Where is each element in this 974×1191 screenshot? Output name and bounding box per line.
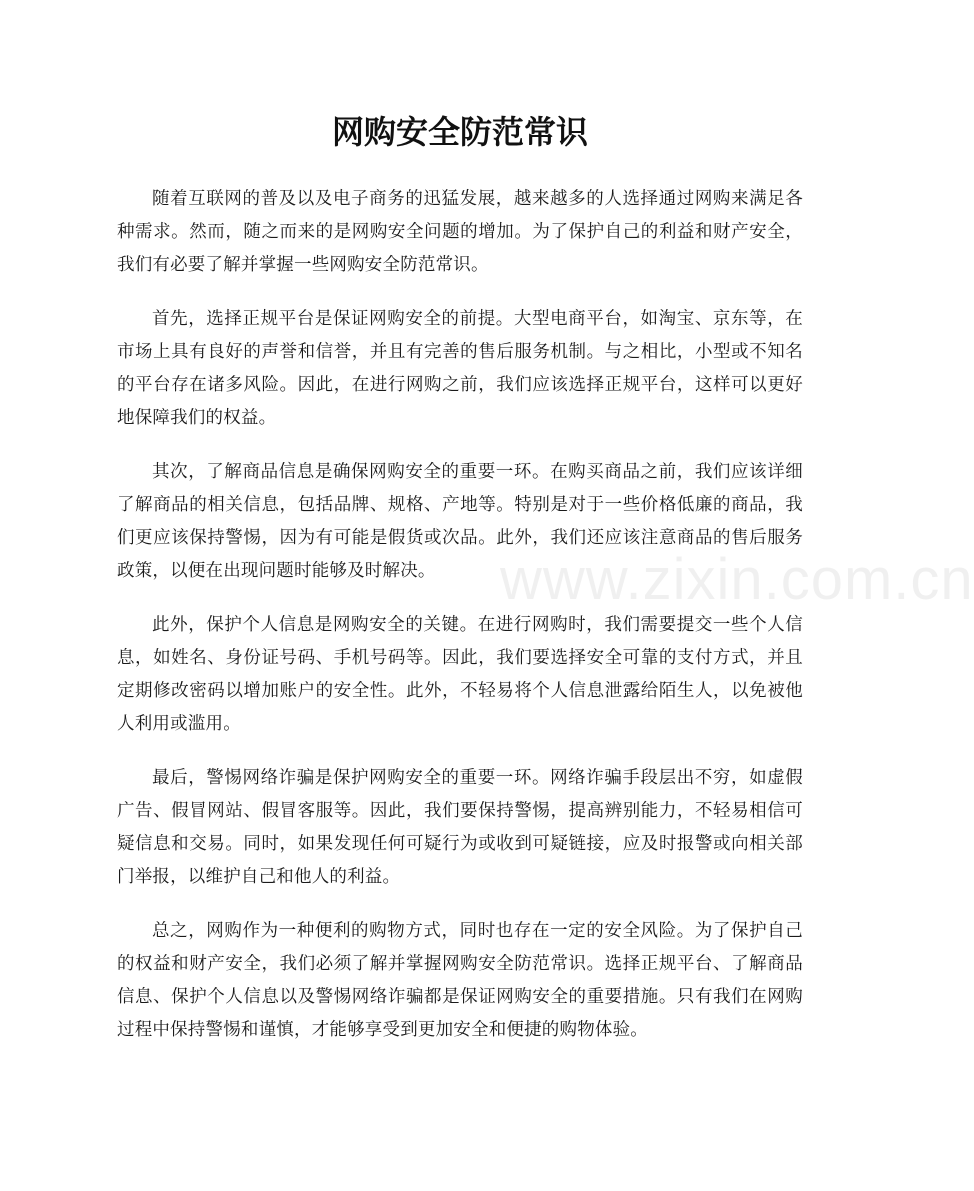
paragraph-product-info: 其次，了解商品信息是确保网购安全的重要一环。在购买商品之前，我们应该详细了解商品的相关信息，包括品牌、规格、产地等。特别是对于一些价格低廉的商品，我们更应该保持警惕，因为有可能是假货或次品。此外，我们还应该注意商品的售后服务政策，以便在出现问题时能够及时解决。 <box>117 462 803 581</box>
paragraph-personal-info: 此外，保护个人信息是网购安全的关键。在进行网购时，我们需要提交一些个人信息，如姓名、身份证号码、手机号码等。因此，我们要选择安全可靠的支付方式，并且定期修改密码以增加账户的安全性。此外，不轻易将个人信息泄露给陌生人，以免被他人利用或滥用。 <box>117 615 803 734</box>
paragraph-choose-platform: 首先，选择正规平台是保证网购安全的前提。大型电商平台，如淘宝、京东等，在市场上具有良好的声誉和信誉，并且有完善的售后服务机制。与之相比，小型或不知名的平台存在诸多风险。因此，在进行网购之前，我们应该选择正规平台，这样可以更好地保障我们的权益。 <box>117 309 803 428</box>
paragraph-conclusion: 总之，网购作为一种便利的购物方式，同时也存在一定的安全风险。为了保护自己的权益和财产安全，我们必须了解并掌握网购安全防范常识。选择正规平台、了解商品信息、保护个人信息以及警惕网络诈骗都是保证网购安全的重要措施。只有我们在网购过程中保持警惕和谨慎，才能够享受到更加安全和便捷的购物体验。 <box>117 921 803 1040</box>
paragraph-fraud-alert: 最后，警惕网络诈骗是保护网购安全的重要一环。网络诈骗手段层出不穷，如虚假广告、假冒网站、假冒客服等。因此，我们要保持警惕，提高辨别能力，不轻易相信可疑信息和交易。同时，如果发现任何可疑行为或收到可疑链接，应及时报警或向相关部门举报，以维护自己和他人的利益。 <box>117 768 803 887</box>
watermark-text: www.zixin.com.cn <box>500 547 974 612</box>
paragraph-intro: 随着互联网的普及以及电子商务的迅猛发展，越来越多的人选择通过网购来满足各种需求。然而，随之而来的是网购安全问题的增加。为了保护自己的利益和财产安全，我们有必要了解并掌握一些网购安全防范常识。 <box>117 189 803 275</box>
document-title: 网购安全防范常识 <box>331 113 588 151</box>
document-body <box>117 183 803 1068</box>
